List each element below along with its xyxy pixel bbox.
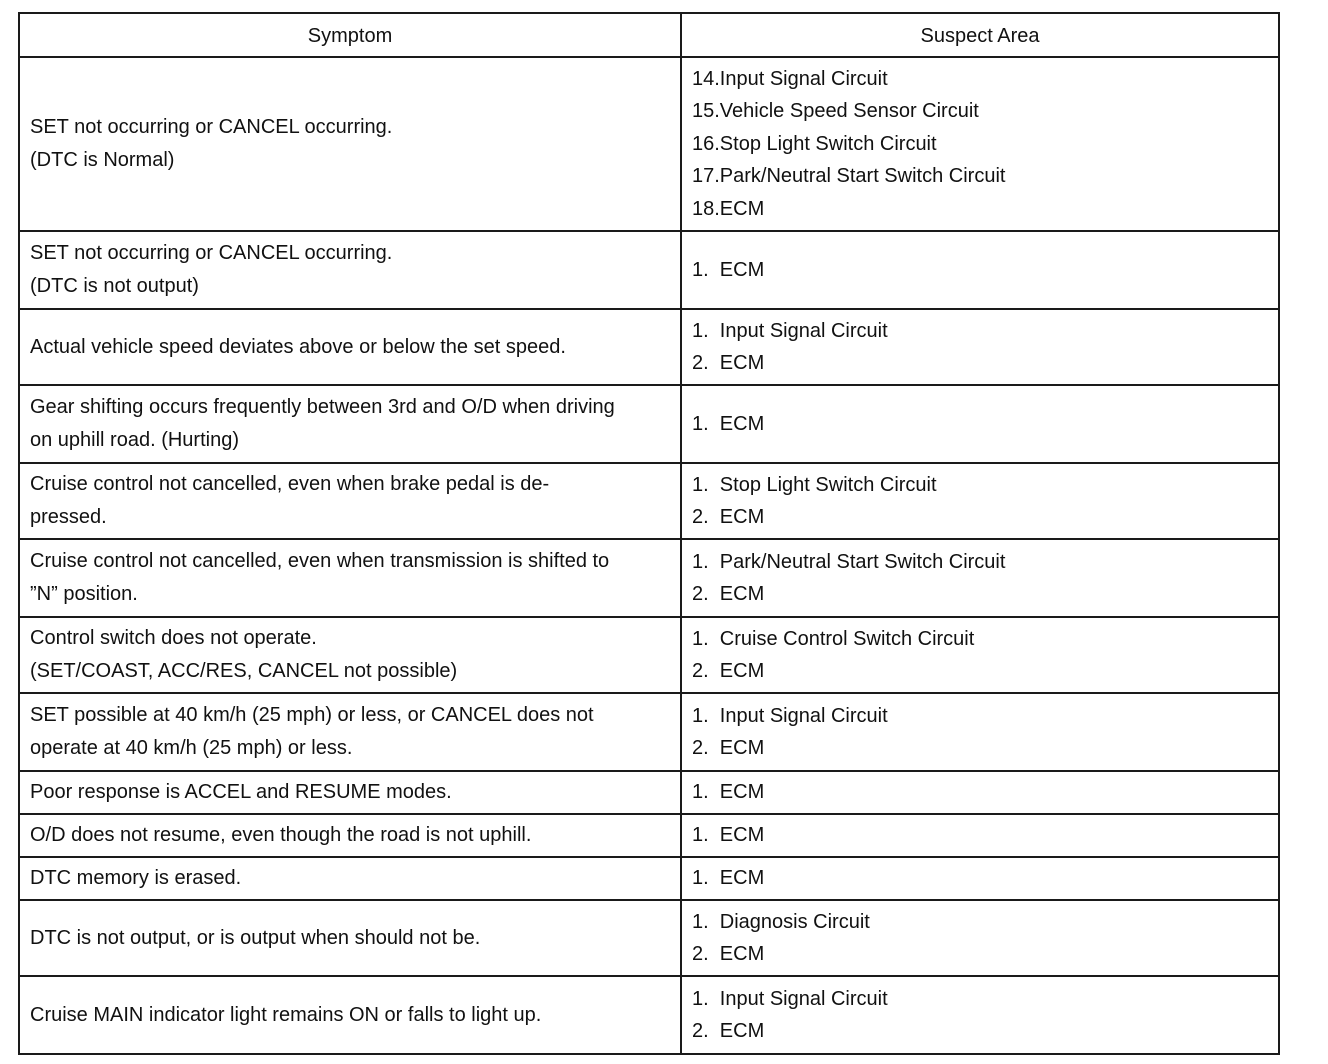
symptom-cell	[19, 309, 681, 385]
symptom-text: DTC memory is erased.	[30, 867, 242, 889]
column-header-suspect-area: Suspect Area	[681, 13, 1279, 57]
suspect-area-cell	[681, 976, 1279, 1054]
suspect-area-item: 2. ECM	[692, 660, 765, 682]
symptom-text: SET not occurring or CANCEL occurring.	[30, 242, 393, 264]
symptom-text: Cruise control not cancelled, even when brake pedal is de-	[30, 473, 550, 495]
symptom-cell	[19, 231, 681, 309]
symptom-cell	[19, 539, 681, 617]
symptom-cell	[19, 976, 681, 1054]
symptom-cell	[19, 857, 681, 900]
symptom-text: Cruise control not cancelled, even when transmission is shifted to	[30, 550, 610, 572]
suspect-area-item: 1. Stop Light Switch Circuit	[692, 473, 937, 496]
table-row	[19, 976, 1279, 1054]
table-row	[19, 231, 1279, 309]
suspect-area-item: 2. ECM	[692, 737, 765, 759]
suspect-area-item: 1. ECM	[692, 412, 765, 435]
symptom-text: on uphill road. (Hurting)	[30, 429, 239, 451]
column-header-symptom: Symptom	[19, 13, 681, 57]
symptom-text: Actual vehicle speed deviates above or below the set speed.	[30, 335, 566, 358]
suspect-area-item: 2. ECM	[692, 583, 765, 605]
suspect-area-item: 2. ECM	[692, 506, 765, 528]
suspect-area-item: 1. Park/Neutral Start Switch Circuit	[692, 550, 1006, 573]
symptom-text: Cruise MAIN indicator light remains ON or falls to light up.	[30, 1003, 542, 1026]
suspect-area-item: 14.Input Signal Circuit	[692, 67, 888, 90]
troubleshooting-table	[18, 12, 1280, 1055]
suspect-area-item: 1. ECM	[692, 867, 765, 890]
symptom-text: Poor response is ACCEL and RESUME modes.	[30, 781, 452, 803]
suspect-area-item: 1. Cruise Control Switch Circuit	[692, 627, 975, 650]
table-row	[19, 771, 1279, 814]
symptom-text: (DTC is Normal)	[30, 149, 175, 171]
symptom-text: (DTC is not output)	[30, 275, 199, 297]
suspect-area-cell	[681, 814, 1279, 857]
symptom-text: (SET/COAST, ACC/RES, CANCEL not possible)	[30, 660, 458, 682]
table-row	[19, 857, 1279, 900]
suspect-area-item: 17.Park/Neutral Start Switch Circuit	[692, 165, 1006, 188]
suspect-area-item: 16.Stop Light Switch Circuit	[692, 132, 937, 155]
symptom-cell	[19, 693, 681, 771]
suspect-area-cell	[681, 693, 1279, 771]
suspect-area-item: 1. Diagnosis Circuit	[692, 910, 870, 933]
table-row	[19, 900, 1279, 976]
table-row	[19, 617, 1279, 693]
suspect-area-cell	[681, 57, 1279, 231]
suspect-area-cell	[681, 617, 1279, 693]
symptom-cell	[19, 814, 681, 857]
table-body	[19, 57, 1279, 1054]
symptom-text: SET not occurring or CANCEL occurring.	[30, 116, 393, 138]
symptom-text: Control switch does not operate.	[30, 627, 317, 649]
symptom-cell	[19, 57, 681, 231]
table-row	[19, 385, 1279, 463]
suspect-area-cell	[681, 857, 1279, 900]
suspect-area-item: 18.ECM	[692, 197, 765, 220]
symptom-cell	[19, 900, 681, 976]
suspect-area-item: 1. Input Signal Circuit	[692, 704, 888, 727]
symptom-cell	[19, 463, 681, 539]
symptom-text: SET possible at 40 km/h (25 mph) or less, or CANCEL does not	[30, 704, 594, 726]
suspect-area-item: 1. ECM	[692, 824, 765, 847]
suspect-area-cell	[681, 231, 1279, 309]
suspect-area-item: 15.Vehicle Speed Sensor Circuit	[692, 100, 979, 123]
suspect-area-cell	[681, 309, 1279, 385]
troubleshooting-table-container	[18, 12, 1278, 1055]
symptom-cell	[19, 385, 681, 463]
symptom-text: DTC is not output, or is output when should not be.	[30, 926, 481, 949]
table-row	[19, 693, 1279, 771]
table-row	[19, 539, 1279, 617]
suspect-area-cell	[681, 900, 1279, 976]
table-header-row	[19, 13, 1279, 57]
table-row	[19, 463, 1279, 539]
suspect-area-cell	[681, 539, 1279, 617]
suspect-area-item: 1. Input Signal Circuit	[692, 319, 888, 342]
symptom-text: operate at 40 km/h (25 mph) or less.	[30, 737, 353, 759]
suspect-area-cell	[681, 463, 1279, 539]
symptom-cell	[19, 771, 681, 814]
table-row	[19, 309, 1279, 385]
symptom-text: Gear shifting occurs frequently between 3rd and O/D when driving	[30, 396, 615, 418]
symptom-text: O/D does not resume, even though the road is not uphill.	[30, 824, 532, 846]
suspect-area-item: 1. Input Signal Circuit	[692, 987, 888, 1010]
table-row	[19, 57, 1279, 231]
suspect-area-item: 2. ECM	[692, 1020, 765, 1042]
table-row	[19, 814, 1279, 857]
suspect-area-item: 2. ECM	[692, 943, 765, 965]
suspect-area-item: 1. ECM	[692, 781, 765, 804]
suspect-area-cell	[681, 385, 1279, 463]
symptom-text: pressed.	[30, 506, 107, 528]
suspect-area-item: 2. ECM	[692, 352, 765, 374]
symptom-cell	[19, 617, 681, 693]
symptom-text: ”N” position.	[30, 583, 138, 605]
suspect-area-item: 1. ECM	[692, 258, 765, 281]
suspect-area-cell	[681, 771, 1279, 814]
